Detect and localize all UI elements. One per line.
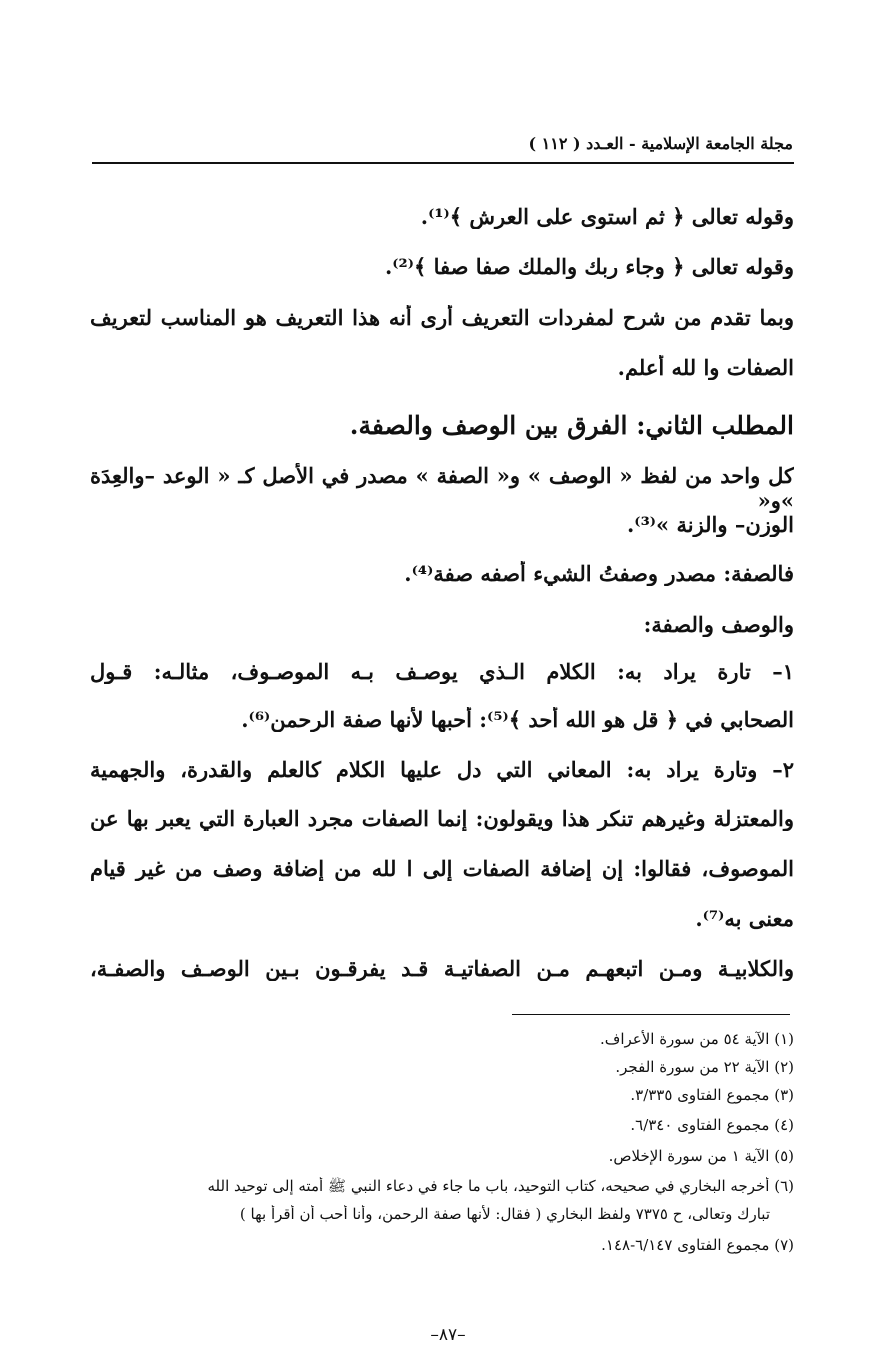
paragraph-line: فالصفة: مصدر وصفتُ الشيء أصفه صفة⁽⁴⁾. [404, 561, 794, 586]
footnote: (٧) مجموع الفتاوى ٦/١٤٧-١٤٨. [601, 1236, 794, 1254]
paragraph-line: ١– تارة يراد به: الكلام الـذي يوصـف بـه الموصـوف، مثالـه: قـول [90, 659, 794, 684]
paragraph-line: معنى به⁽⁷⁾. [695, 906, 794, 931]
paragraph-line: الصفات وا لله أعلم. [617, 355, 794, 380]
footnote: (٦) أخرجه البخاري في صحيحه، كتاب التوحيد، باب ما جاء في دعاء النبي ﷺ أمته إلى توحيد الله [207, 1177, 794, 1195]
running-header: مجلة الجامعة الإسلامية - العـدد ( ١١٢ ) [528, 134, 793, 153]
paragraph-line: كل واحد من لفظ « الوصف » و« الصفة » مصدر في الأصل كـ « الوعد –والعِدَة »و« [90, 463, 794, 513]
footnote: (٥) الآية ١ من سورة الإخلاص. [608, 1147, 794, 1165]
paragraph-line: وبما تقدم من شرح لمفردات التعريف أرى أنه هذا التعريف هو المناسب لتعريف [90, 305, 794, 330]
footnote: (١) الآية ٥٤ من سورة الأعراف. [600, 1030, 794, 1048]
paragraph-line: والوصف والصفة: [643, 612, 794, 637]
header-divider [92, 162, 794, 164]
footnote: (٣) مجموع الفتاوى ٣/٣٣٥. [630, 1086, 794, 1104]
paragraph-line: الوزن– والزنة »⁽³⁾. [627, 512, 794, 537]
paragraph-line: الصحابي في ﴿ قل هو الله أحد ﴾⁽⁵⁾: أحبها لأنها صفة الرحمن⁽⁶⁾. [241, 707, 794, 732]
paragraph-line: والمعتزلة وغيرهم تنكر هذا ويقولون: إنما الصفات مجرد العبارة التي يعبر بها عن [90, 806, 794, 831]
paragraph-line: الموصوف، فقالوا: إن إضافة الصفات إلى ا لله من إضافة وصف من غير قيام [90, 856, 794, 881]
footnote: (٤) مجموع الفتاوى ٦/٣٤٠. [630, 1116, 794, 1134]
section-heading: المطلب الثاني: الفرق بين الوصف والصفة. [349, 411, 794, 440]
paragraph-line: والكلابيـة ومـن اتبعهـم مـن الصفاتيـة قـد يفرقـون بـين الوصـف والصفـة، [90, 956, 794, 981]
page-number: –٨٧– [430, 1325, 466, 1345]
paragraph-line: ٢– وتارة يراد به: المعاني التي دل عليها الكلام كالعلم والقدرة، والجهمية [90, 757, 794, 782]
verse-line-1: وقوله تعالى ﴿ ثم استوى على العرش ﴾⁽¹⁾. [420, 204, 794, 229]
footnote-divider [512, 1014, 790, 1015]
footnote-continuation: تبارك وتعالى، ح ٧٣٧٥ ولفظ البخاري ( فقال: لأنها صفة الرحمن، وأنا أحب أن أقرأ بها ) [239, 1205, 770, 1223]
footnote: (٢) الآية ٢٢ من سورة الفجر. [615, 1058, 794, 1076]
verse-line-2: وقوله تعالى ﴿ وجاء ربك والملك صفا صفا ﴾⁽²⁾. [384, 254, 794, 279]
